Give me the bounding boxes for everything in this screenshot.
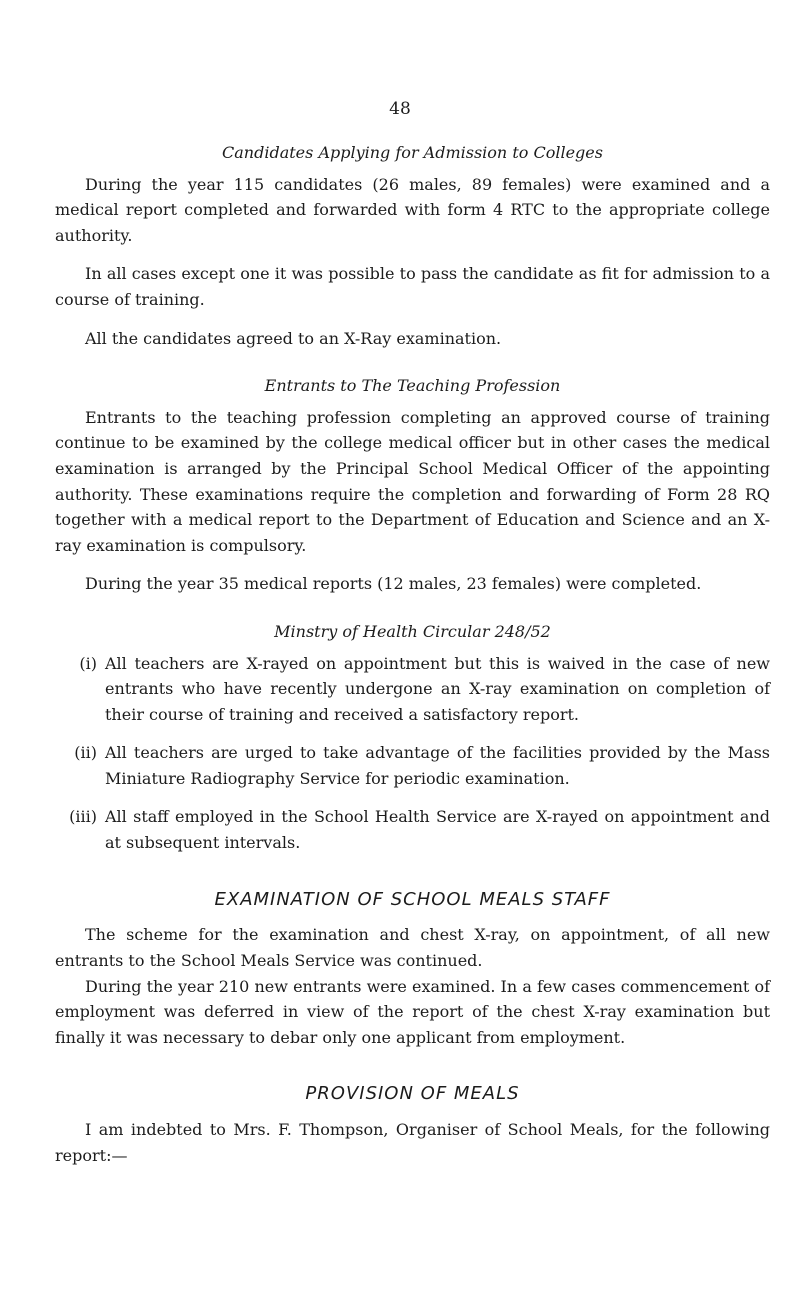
section-heading-candidates: Candidates Applying for Admission to Colleges: [222, 143, 603, 162]
paragraph: During the year 115 candidates (26 males, 89 females) were examined and a medical report completed and forwarded with form 4 RTC to the appropriate college authority.: [55, 174, 770, 245]
section-heading-school-meals-staff: EXAMINATION OF SCHOOL MEALS STAFF: [214, 888, 611, 910]
list-text: All staff employed in the School Health Service are X-rayed on appointment and at subsequent intervals.: [105, 807, 770, 853]
section-heading-circular: Minstry of Health Circular 248/52: [274, 621, 551, 641]
section-heading-entrants: Entrants to The Teaching Profession: [264, 376, 561, 396]
list-marker: (ii): [74, 743, 97, 763]
paragraph: Entrants to the teaching profession completing an approved course of training continue to be examined by the college medical officer but in other cases the medical examination is arranged by the Principal School Medical Officer of the appointing authority. These examinations require the completion and forwarding of Form 28 RQ together with a medical report to the Department of Education and Science and an X-ray examination is compulsory.: [55, 407, 770, 555]
list-item: [55, 740, 770, 791]
list-item: [55, 804, 770, 855]
paragraph: All the candidates agreed to an X-Ray examination.: [85, 328, 502, 348]
list-marker: (i): [79, 653, 97, 673]
paragraph: During the year 35 medical reports (12 males, 23 females) were completed.: [85, 574, 702, 594]
list-item: [55, 651, 770, 728]
page-content: [55, 140, 770, 1168]
section-heading-provision: PROVISION OF MEALS: [305, 1083, 520, 1105]
paragraph: In all cases except one it was possible to pass the candidate as fit for admission to a course of training.: [55, 264, 770, 309]
list-text: All teachers are urged to take advantage of the facilities provided by the Mass Miniature Radiography Service for periodic examination.: [105, 743, 770, 788]
page-number: 48: [389, 99, 411, 119]
paragraph: The scheme for the examination and chest X-ray, on appointment, of all new entrants to the School Meals Service was continued.: [55, 925, 770, 971]
paragraph: I am indebted to Mrs. F. Thompson, Organiser of School Meals, for the following report:—: [55, 1120, 770, 1165]
list-marker: (iii): [69, 807, 97, 827]
list-text: All teachers are X-rayed on appointment but this is waived in the case of new entrants who have recently undergone an X-ray examination on completion of their course of training and received a satisfactory report.: [105, 653, 770, 724]
paragraph: During the year 210 new entrants were examined. In a few cases commencement of employment was deferred in view of the report of the chest X-ray examination but finally it was necessary to debar only one applicant from employment.: [55, 976, 770, 1047]
